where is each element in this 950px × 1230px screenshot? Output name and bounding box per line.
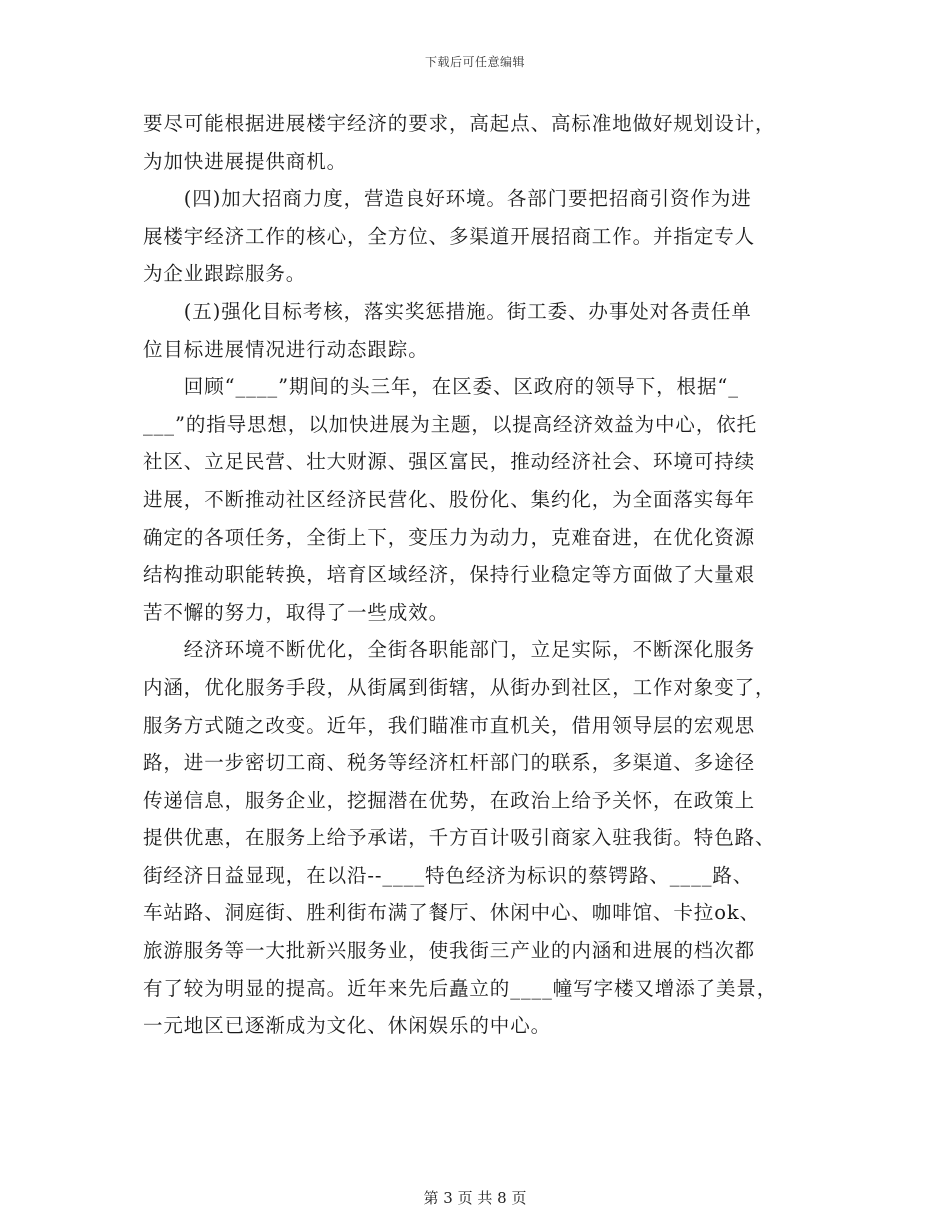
text-line: 经济环境不断优化，全街各职能部门，立足实际，不断深化服务 <box>143 638 756 662</box>
text-line: 为企业跟踪服务。 <box>143 262 307 286</box>
text-line: 有了较为明显的提高。近年来先后矗立的____幢写字楼又增添了美景， <box>143 976 778 1000</box>
text-line: 位目标进展情况进行动态跟踪。 <box>143 337 429 361</box>
text-line: 内涵，优化服务手段，从街属到街辖，从街办到社区，工作对象变了， <box>143 675 776 699</box>
page-number: 第 3 页 共 8 页 <box>423 1189 527 1207</box>
text-line: (四)加大招商力度，营造良好环境。各部门要把招商引资作为进 <box>143 187 752 211</box>
text-line: 进展，不断推动社区经济民营化、股份化、集约化，为全面落实每年 <box>143 487 756 511</box>
text-line: 确定的各项任务，全街上下，变压力为动力，克难奋进，在优化资源 <box>143 525 756 549</box>
document-body <box>143 105 808 1045</box>
text-line: 街经济日益显现，在以沿--____特色经济为标识的蔡锷路、____路、 <box>143 863 754 887</box>
text-line: 苦不懈的努力，取得了一些成效。 <box>143 600 450 624</box>
text-line: 路，进一步密切工商、税务等经济杠杆部门的联系，多渠道、多途径 <box>143 751 756 775</box>
text-line: 服务方式随之改变。近年，我们瞄准市直机关，借用领导层的宏观思 <box>143 713 756 737</box>
text-line: 回顾“____”期间的头三年，在区委、区政府的领导下，根据“_ <box>143 375 739 399</box>
text-line: 为加快进展提供商机。 <box>143 149 348 173</box>
text-line: (五)强化目标考核，落实奖惩措施。街工委、办事处对各责任单 <box>143 299 752 323</box>
text-line: 结构推动职能转换，培育区域经济，保持行业稳定等方面做了大量艰 <box>143 563 756 587</box>
text-line: 旅游服务等一大批新兴服务业，使我街三产业的内涵和进展的档次都 <box>143 939 756 963</box>
page-header: 下载后可任意编辑 <box>424 55 525 69</box>
text-line: ___”的指导思想，以加快进展为主题，以提高经济效益为中心，依托 <box>143 412 758 436</box>
text-line: 传递信息，服务企业，挖掘潜在优势，在政治上给予关怀，在政策上 <box>143 788 756 812</box>
text-line: 提供优惠，在服务上给予承诺，千方百计吸引商家入驻我街。特色路、 <box>143 826 776 850</box>
text-line: 车站路、洞庭街、胜利街布满了餐厅、休闲中心、咖啡馆、卡拉ok、 <box>143 901 760 925</box>
text-line: 展楼宇经济工作的核心，全方位、多渠道开展招商工作。并指定专人 <box>143 224 756 248</box>
text-line: 社区、立足民营、壮大财源、强区富民，推动经济社会、环境可持续 <box>143 450 756 474</box>
text-line: 一元地区已逐渐成为文化、休闲娱乐的中心。 <box>143 1014 552 1038</box>
text-line: 要尽可能根据进展楼宇经济的要求，高起点、高标准地做好规划设计， <box>143 112 776 135</box>
